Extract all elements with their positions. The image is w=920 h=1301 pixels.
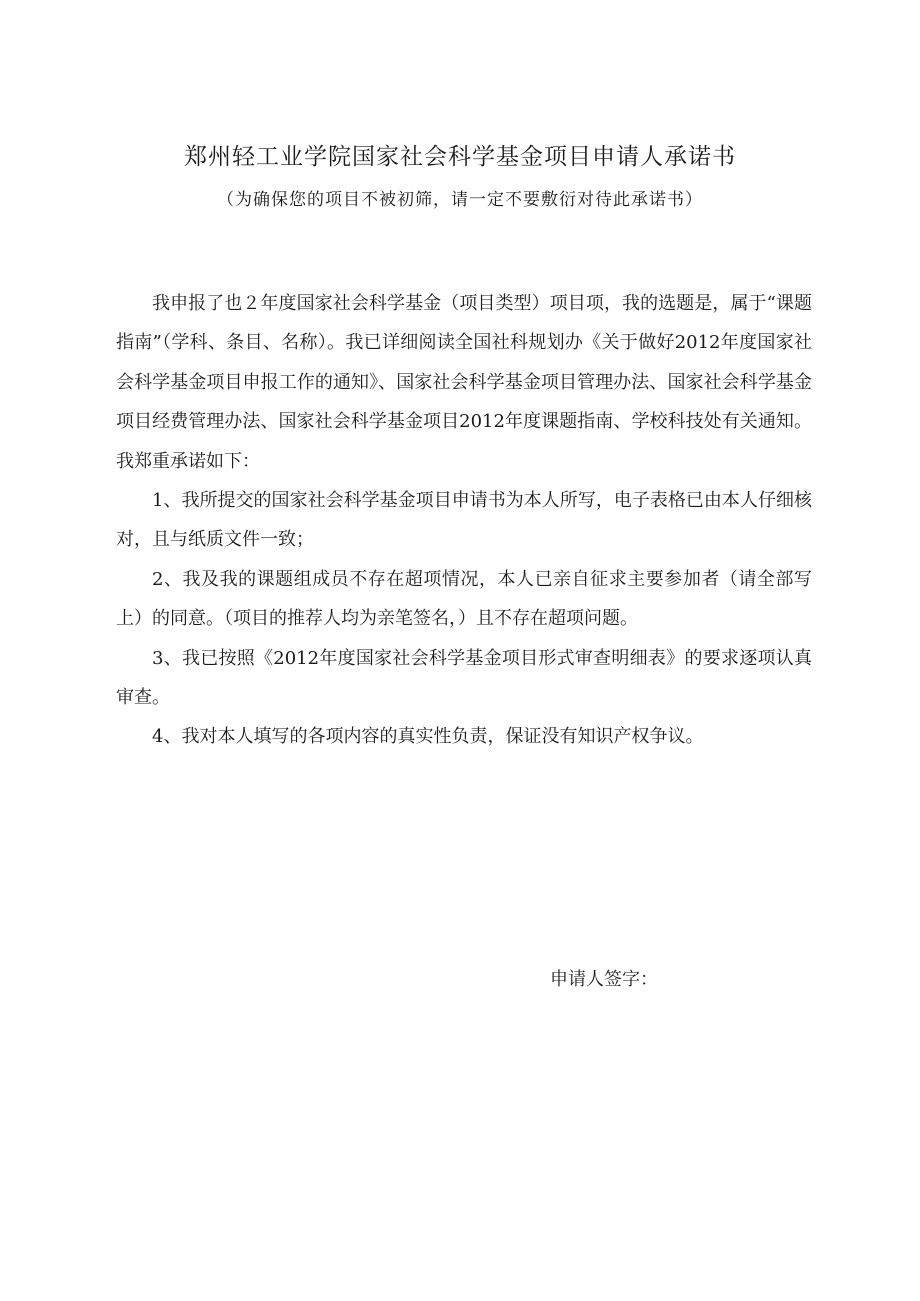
intro-paragraph: 我申报了也２年度国家社会科学基金（项目类型）项目项，我的选题是，属于“课题指南”（学科、条目、名称）。我已详细阅读全国社科规划办《关于做好2012年度国家社会科学基金项目申报工作的通知》、国家社会科学基金项目管理办法、国家社会科学基金项目经费管理办法、国家社会科学基金项目2012年度课题指南、学校科技处有关通知。我郑重承诺如下： <box>116 293 812 472</box>
document-subtitle: （为确保您的项目不被初筛，请一定不要敷衍对待此承诺书） <box>217 190 703 210</box>
pledge-item-2: 2、我及我的课题组成员不存在超项情况，本人已亲自征求主要参加者（请全部写上）的同意。（项目的推荐人均为亲笔签名，）且不存在超项问题。 <box>116 568 812 630</box>
pledge-item-3: 3、我已按照《2012年度国家社会科学基金项目形式审查明细表》的要求逐项认真审查。 <box>116 647 812 709</box>
pledge-item-4: 4、我对本人填写的各项内容的真实性负责，保证没有知识产权争议。 <box>152 726 704 748</box>
signature-label: 申请人签字： <box>550 969 658 990</box>
document-body <box>116 284 812 757</box>
document-title: 郑州轻工业学院国家社会科学基金项目申请人承诺书 <box>184 144 736 170</box>
pledge-item-1: 1、我所提交的国家社会科学基金项目申请书为本人所写，电子表格已由本人仔细核对，且与纸质文件一致； <box>116 490 812 551</box>
